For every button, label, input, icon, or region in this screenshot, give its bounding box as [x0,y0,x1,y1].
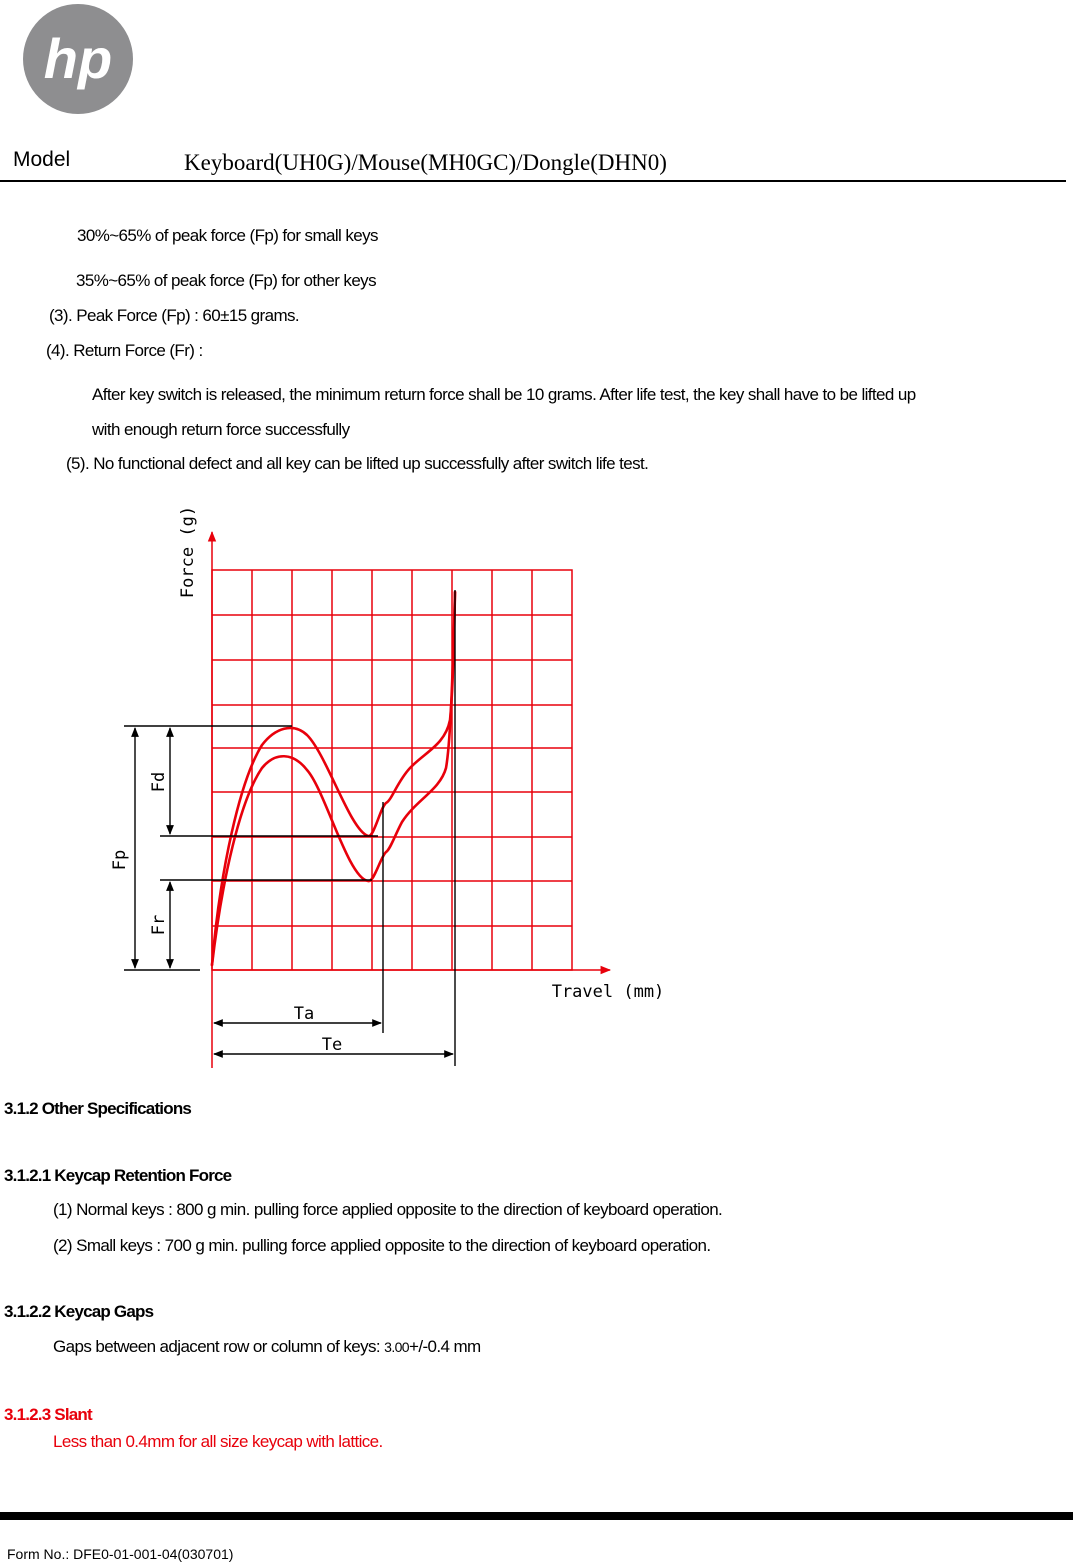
hp-logo-text: hp [43,27,113,90]
item-no-defect: (5). No functional defect and all key can be lifted up successfully after switch life test. [66,454,649,473]
x-axis-label: Travel (mm) [551,982,665,1002]
gaps-line [53,1337,481,1357]
retention-small-keys: (2) Small keys : 700 g min. pulling force applied opposite to the direction of keyboard operation. [53,1236,711,1255]
gaps-value: 3.00 [384,1339,409,1355]
gaps-tolerance: +/-0.4 mm [409,1337,481,1356]
line-small-keys: 30%~65% of peak force (Fp) for small keys [77,226,378,245]
form-number: Form No.: DFE0-01-001-04(030701) [7,1546,234,1562]
force-curves [212,592,455,965]
heading-slant: 3.1.2.3 Slant [4,1405,92,1424]
fp-label: Fp [110,849,130,871]
heading-keycap-gaps: 3.1.2.2 Keycap Gaps [4,1302,154,1321]
y-axis-label: Force (g) [178,505,198,599]
hp-logo [21,4,135,114]
fr-label: Fr [149,914,169,936]
ta-label: Ta [293,1004,315,1024]
return-force-text-1: After key switch is released, the minimum return force shall be 10 grams. After life test, the key shall have to be lifted up [92,385,916,404]
model-label: Model [13,148,71,171]
grid [212,570,572,970]
te-label: Te [321,1035,343,1055]
item-peak-force: (3). Peak Force (Fp) : 60±15 grams. [49,306,300,325]
heading-other-specifications: 3.1.2 Other Specifications [4,1099,192,1118]
retention-normal-keys: (1) Normal keys : 800 g min. pulling force applied opposite to the direction of keyboard operation. [53,1200,723,1219]
gaps-text: Gaps between adjacent row or column of keys: [53,1337,385,1356]
slant-text: Less than 0.4mm for all size keycap with lattice. [53,1432,383,1451]
model-value: Keyboard(UH0G)/Mouse(MH0GC)/Dongle(DHN0) [184,150,667,175]
return-force-text-2: with enough return force successfully [92,420,350,439]
fd-label: Fd [149,771,169,793]
dimension-lines [124,590,455,1066]
line-other-keys: 35%~65% of peak force (Fp) for other keys [76,271,376,290]
header-rule [0,180,1066,182]
heading-keycap-retention: 3.1.2.1 Keycap Retention Force [4,1166,232,1185]
footer-bar [0,1512,1073,1520]
force-travel-diagram [0,490,700,1070]
press-curve [212,592,455,965]
item-return-force: (4). Return Force (Fr) : [46,341,203,360]
